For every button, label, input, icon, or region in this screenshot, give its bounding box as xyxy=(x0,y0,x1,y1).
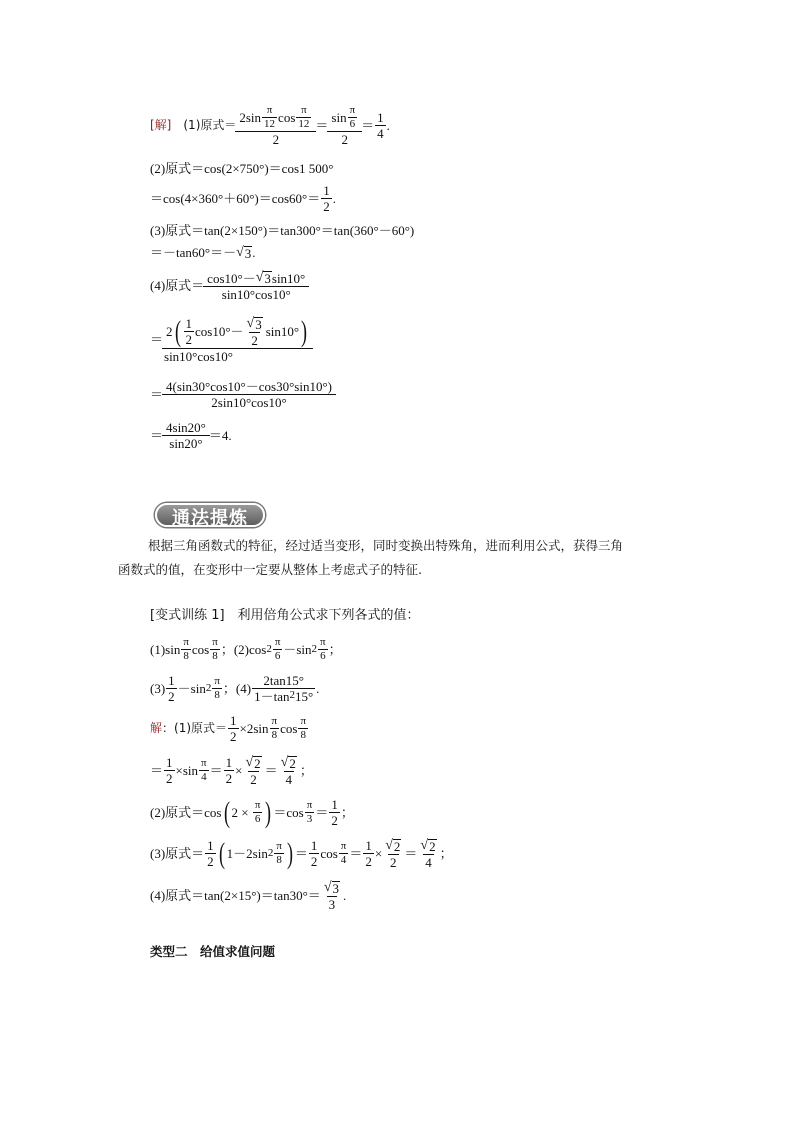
part1-fraction2 xyxy=(329,105,360,146)
numerator: 1 xyxy=(168,672,175,688)
method-line2: 函数式的值，在变形中一定要从整体上考虑式子的特征. xyxy=(118,561,422,577)
period: . xyxy=(316,680,320,696)
pi: π xyxy=(349,103,356,116)
method-paragraph xyxy=(118,534,688,582)
part1-prefix: (1)原式＝ xyxy=(183,118,237,132)
part4-prefix: (4)原式＝ xyxy=(150,277,205,293)
pi: π xyxy=(300,714,306,727)
pi: π xyxy=(301,103,307,116)
times: × xyxy=(235,762,243,778)
radicand: 2 xyxy=(393,839,401,854)
den-text: 1－tan xyxy=(254,688,290,704)
minus-sin: －sin xyxy=(283,641,312,657)
denominator: 6 xyxy=(254,812,261,825)
denominator: 2 xyxy=(250,772,257,787)
exponent: 2 xyxy=(289,688,295,701)
denominator: 4 xyxy=(340,853,347,866)
pi: π xyxy=(274,635,281,648)
solution2-s4: (4)原式＝tan(2×15°)＝tan30°＝ √ 3 3 . xyxy=(150,880,347,912)
equals: ＝ xyxy=(209,762,223,778)
times-sin: ×sin xyxy=(175,762,199,778)
radicand: 3 xyxy=(244,246,252,261)
equals: ＝ xyxy=(349,845,363,861)
q1-text: (1)sin xyxy=(150,641,181,657)
s2-prefix: (2)原式＝cos xyxy=(150,804,222,820)
denominator: 2 xyxy=(185,331,193,347)
part2-line1-text: (2)原式＝cos(2×750°)＝cos1 500° xyxy=(150,160,334,176)
solution1-part3-line1 xyxy=(150,222,414,238)
radicand: 2 xyxy=(429,839,436,854)
pi: π xyxy=(340,839,347,852)
denominator: 2sin10°cos10° xyxy=(162,394,336,409)
den-text: 15° xyxy=(294,688,314,704)
solution1-part2-line1 xyxy=(150,160,333,176)
denominator: sin10°cos10° xyxy=(203,286,309,301)
num-text: sin10° xyxy=(271,271,306,286)
denominator: 4 xyxy=(377,125,384,141)
s1-prefix: ：(1)原式＝ xyxy=(162,721,228,735)
separator: ；(2)cos xyxy=(220,641,267,657)
denominator: 12 xyxy=(298,117,310,130)
part2-line2-text: ＝cos(4×360°＋60°)＝cos60°＝ xyxy=(150,190,321,206)
part3-line1-text: (3)原式＝tan(2×150°)＝tan300°＝tan(360°－60°) xyxy=(150,222,415,238)
denominator: 8 xyxy=(300,728,306,741)
semicolon: ； xyxy=(439,845,453,861)
solution2-label: 解 xyxy=(150,721,163,735)
denominator: 2 xyxy=(230,728,237,744)
badge-text: 通法提炼 xyxy=(172,508,248,529)
q3-prefix: (3) xyxy=(150,680,166,696)
period: . xyxy=(386,117,390,133)
exercise-title-text: [变式训练 1] 利用倍角公式求下列各式的值： xyxy=(150,607,420,623)
section-heading-text: 类型二 给值求值问题 xyxy=(150,943,276,959)
denominator: 8 xyxy=(183,649,189,662)
sin-text: sin xyxy=(331,109,347,125)
denominator: 4 xyxy=(285,772,292,787)
part4-fraction1: cos10°－ √ 3 sin10° sin10°cos10° xyxy=(205,269,307,301)
exponent: 2 xyxy=(267,846,274,859)
solution2-s3: (3)原式＝ $\frac{1}{2}$ ( 1－2sin 2 $\frac{\pi}{8}$ ) ＝ $\frac{1}{2}$ cos $\frac{\pi}{4}$ ＝ $\frac{1}{2}$ × √ 2 2 ＝ √ 2 4 ； xyxy=(150,836,453,870)
radicand: 3 xyxy=(264,271,271,286)
q4-fraction xyxy=(252,674,315,703)
numerator: 1 xyxy=(377,109,384,125)
numerator: 1 xyxy=(185,315,193,331)
exercise-title xyxy=(150,606,420,624)
solution-label: [解] xyxy=(150,118,172,132)
numerator: 1 xyxy=(207,837,214,853)
equals: ＝ xyxy=(264,762,278,778)
denominator: 8 xyxy=(271,728,278,741)
part1-num-text: 2sin xyxy=(239,109,262,125)
part4-fraction4 xyxy=(164,421,208,450)
pi: π xyxy=(201,756,207,769)
s3-prefix: (3)原式＝ xyxy=(150,845,205,861)
s4-prefix: (4)原式＝tan(2×15°)＝tan30°＝ xyxy=(150,887,321,903)
equals-cos: ＝cos xyxy=(273,804,304,820)
denominator: 6 xyxy=(274,649,281,662)
sin-text: sin10° xyxy=(265,323,300,339)
equals: ＝ xyxy=(150,762,164,778)
exponent: 2 xyxy=(311,642,318,655)
numerator: 1 xyxy=(365,837,372,853)
numerator: 1 xyxy=(331,796,338,812)
semicolon: ； xyxy=(299,762,313,778)
denominator: 6 xyxy=(320,649,326,662)
pi: π xyxy=(214,674,220,687)
section-heading xyxy=(150,944,275,960)
denominator: 4 xyxy=(201,770,207,783)
cos-text: cos10°－ xyxy=(195,323,244,339)
numerator: 1 xyxy=(310,837,318,853)
s1-mid: ×2sin xyxy=(239,720,269,736)
denominator: sin10°cos10° xyxy=(162,348,313,363)
radicand: 2 xyxy=(254,756,261,771)
part1-den: 2 xyxy=(235,131,316,146)
pi: π xyxy=(254,798,261,811)
denominator: 2 xyxy=(365,853,372,869)
numerator: 1 xyxy=(166,754,173,770)
s3-inner: 1－2sin xyxy=(226,845,268,861)
equals: ＝ xyxy=(404,845,418,861)
coefficient: 2 xyxy=(166,323,173,339)
semicolon: ； xyxy=(328,641,342,657)
denominator: 2 xyxy=(207,853,214,869)
period: . xyxy=(343,887,347,903)
denominator: 2 xyxy=(251,333,258,348)
minus-sin: －sin xyxy=(177,680,206,696)
pi: π xyxy=(271,714,278,727)
equals: ＝ xyxy=(150,331,164,347)
separator: ；(4) xyxy=(222,680,252,696)
solution1-part2-line2 xyxy=(150,180,336,216)
numerator: 1 xyxy=(323,182,330,198)
times: × xyxy=(374,845,383,861)
cos-text: cos xyxy=(278,109,296,125)
part4-fraction3 xyxy=(164,380,334,409)
denominator: 2 xyxy=(225,770,233,786)
num-text: cos10°－ xyxy=(207,271,256,286)
denominator: 3 xyxy=(328,897,336,912)
numerator: 1 xyxy=(225,754,233,770)
period: . xyxy=(252,244,256,260)
solution1-part4-line1 xyxy=(150,266,308,304)
denominator: sin20° xyxy=(162,435,210,450)
numerator: 1 xyxy=(230,712,237,728)
solution1-part4-line4 xyxy=(150,416,232,454)
solution1-part4-line3 xyxy=(150,374,335,414)
result: ＝4. xyxy=(208,427,232,443)
denominator: 2 xyxy=(390,855,397,870)
denominator: 2 xyxy=(331,812,338,828)
denominator: 6 xyxy=(349,117,356,130)
pi: π xyxy=(183,635,189,648)
denominator: 8 xyxy=(214,688,220,701)
radicand: 3 xyxy=(255,317,262,332)
cos-text: cos xyxy=(191,641,210,657)
part3-line2-text: ＝－tan60°＝－ xyxy=(150,244,237,260)
equals: ＝ xyxy=(315,804,329,820)
pi: π xyxy=(266,103,273,116)
pi: π xyxy=(212,635,218,648)
pi: π xyxy=(320,635,326,648)
radicand: 2 xyxy=(289,756,296,771)
s2-inner: 2 × xyxy=(231,804,252,820)
equals: ＝ xyxy=(361,117,375,133)
denominator: 12 xyxy=(264,117,276,130)
method-badge xyxy=(152,500,268,530)
numerator: 4(sin30°cos10°－cos30°sin10°) xyxy=(166,378,332,394)
denominator: 2 xyxy=(323,198,330,214)
solution1-part1 xyxy=(150,100,390,150)
pi: π xyxy=(276,839,282,852)
part2-result xyxy=(321,184,332,213)
part1-result xyxy=(375,111,386,140)
exercise-q1-q2 xyxy=(150,632,342,666)
solution1-part3-line2 xyxy=(150,242,256,262)
period: . xyxy=(332,190,336,206)
denominator: 8 xyxy=(276,853,282,866)
denominator: 8 xyxy=(212,649,218,662)
denominator: 2 xyxy=(310,853,318,869)
numerator: 2tan15° xyxy=(263,672,304,688)
part1-fraction xyxy=(237,105,314,146)
solution2-s1b: ＝ $\frac{1}{2}$ ×sin $\frac{\pi}{4}$ ＝ $\frac{1}{2}$ × √ 2 2 ＝ √ 2 4 ； xyxy=(150,754,313,787)
cos-text: cos xyxy=(320,845,338,861)
denominator: 3 xyxy=(306,812,313,825)
numerator: 4sin20° xyxy=(166,419,206,435)
sqrt: √ 3 xyxy=(236,245,252,261)
solution2-s2: (2)原式＝cos ( 2 × $\frac{\pi}{6}$ ) ＝cos $\frac{\pi}{3}$ ＝ $\frac{1}{2}$ ； xyxy=(150,795,354,829)
solution2-s1 xyxy=(150,710,309,746)
method-line1: 根据三角函数式的特征，经过适当变形，同时变换出特殊角，进而利用公式，获得三角 xyxy=(148,538,624,553)
denominator: 2 xyxy=(168,688,175,704)
part4-fraction2: 2 ( $\frac{1}{2}$ cos10°－ √ 3 2 sin10° ) sin10°cos10° xyxy=(164,315,311,363)
equals: ＝ xyxy=(294,845,308,861)
pi: π xyxy=(306,798,313,811)
exercise-q3-q4 xyxy=(150,668,319,708)
exponent: 2 xyxy=(266,642,272,655)
exponent: 2 xyxy=(205,681,212,694)
denominator: 2 xyxy=(166,770,173,786)
semicolon: ； xyxy=(340,804,354,820)
equals: ＝ xyxy=(150,386,164,402)
cos-text: cos xyxy=(280,720,298,736)
equals: ＝ xyxy=(150,427,164,443)
part1-den2: 2 xyxy=(327,131,362,146)
solution1-part4-line2 xyxy=(150,308,312,370)
radicand: 3 xyxy=(332,881,339,896)
denominator: 4 xyxy=(425,855,432,870)
equals: ＝ xyxy=(315,117,329,133)
